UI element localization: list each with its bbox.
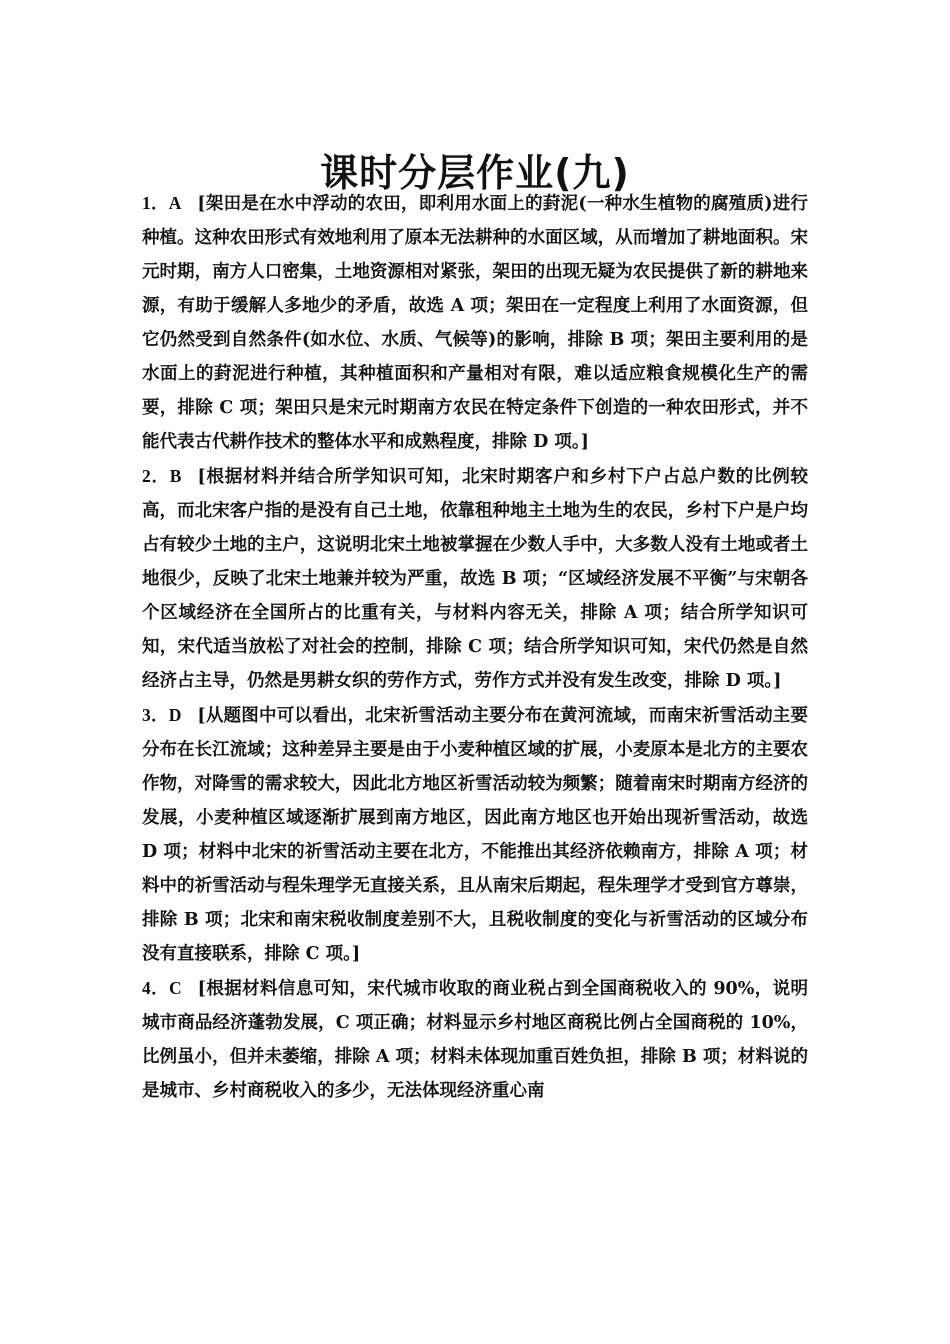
answer-number: 3． — [142, 705, 169, 725]
answer-explanation: [从题图中可以看出，北宋祈雪活动主要分布在黄河流域，而南宋祈雪活动主要分布在长江流域；这种差异主要是由于小麦种植区域的扩展，小麦原本是北方的主要农作物，对降雪的需求较大，因此北方地区祈雪活动较为频繁；随着南宋时期南方经济的发展，小麦种植区域逐渐扩展到南方地区，因此南方地区也开始出现祈雪活动，故选 D 项；材料中北宋的祈雪活动主要在北方，不能推出其经济依赖南方，排除 A 项；材料中的祈雪活动与程朱理学无直接关系，且从南宋后期起，程朱理学才受到官方尊崇，排除 B 项；北宋和南宋税收制度差别不大，且税收制度的变化与祈雪活动的区域分布没有直接联系，排除 C 项。] — [142, 706, 808, 964]
answer-number: 1． — [142, 193, 169, 213]
answer-explanation: [架田是在水中浮动的农田，即利用水面上的葑泥(一种水生植物的腐殖质)进行种植。这种农田形式有效地利用了原本无法耕种的水面区域，从而增加了耕地面积。宋元时期，南方人口密集，土地资源相对紧张，架田的出现无疑为农民提供了新的耕地来源，有助于缓解人多地少的矛盾，故选 A 项；架田在一定程度上利用了水面资源，但它仍然受到自然条件(如水位、水质、气候等)的影响，排除 B 项；架田主要利用的是水面上的葑泥进行种植，其种植面积和产量相对有限，难以适应粮食规模化生产的需要，排除 C 项；架田只是宋元时期南方农民在特定条件下创造的一种农田形式，并不能代表古代耕作技术的整体水平和成熟程度，排除 D 项。] — [142, 194, 809, 452]
answer-choice: A — [168, 193, 182, 213]
answer-item-2 — [142, 459, 808, 698]
answer-item-3 — [142, 698, 808, 971]
page-title: 课时分层作业(九) — [320, 151, 630, 196]
answer-explanation: [根据材料信息可知，宋代城市收取的商业税占到全国商税收入的 90%，说明城市商品经济蓬勃发展，C 项正确；材料显示乡村地区商税比例占全国商税的 10%，比例虽小，但并未萎缩，排除 A 项；材料未体现加重百姓负担，排除 B 项；材料说的是城市、乡村商税收入的多少，无法体现经济重心南 — [142, 979, 809, 1101]
answer-number: 2． — [142, 466, 170, 486]
answer-choice: D — [168, 705, 182, 725]
answer-choice: C — [169, 978, 182, 998]
answer-number: 4． — [142, 978, 170, 998]
answer-item-4 — [142, 971, 808, 1108]
answer-choice: B — [169, 466, 182, 486]
answer-item-1 — [142, 186, 808, 459]
answer-list — [142, 186, 808, 1108]
answer-explanation: [根据材料并结合所学知识可知，北宋时期客户和乡村下户占总户数的比例较高，而北宋客户指的是没有自己土地，依靠租种地主土地为生的农民，乡村下户是户均占有较少土地的主户，这说明北宋土地被掌握在少数人手中，大多数人没有土地或者土地很少，反映了北宋土地兼并较为严重，故选 B 项；“区域经济发展不平衡”与宋朝各个区域经济在全国所占的比重有关，与材料内容无关，排除 A 项；结合所学知识可知，宋代适当放松了对社会的控制，排除 C 项；结合所学知识可知，宋代仍然是自然经济占主导，仍然是男耕女织的劳作方式，劳作方式并没有发生改变，排除 D 项。] — [142, 467, 809, 691]
